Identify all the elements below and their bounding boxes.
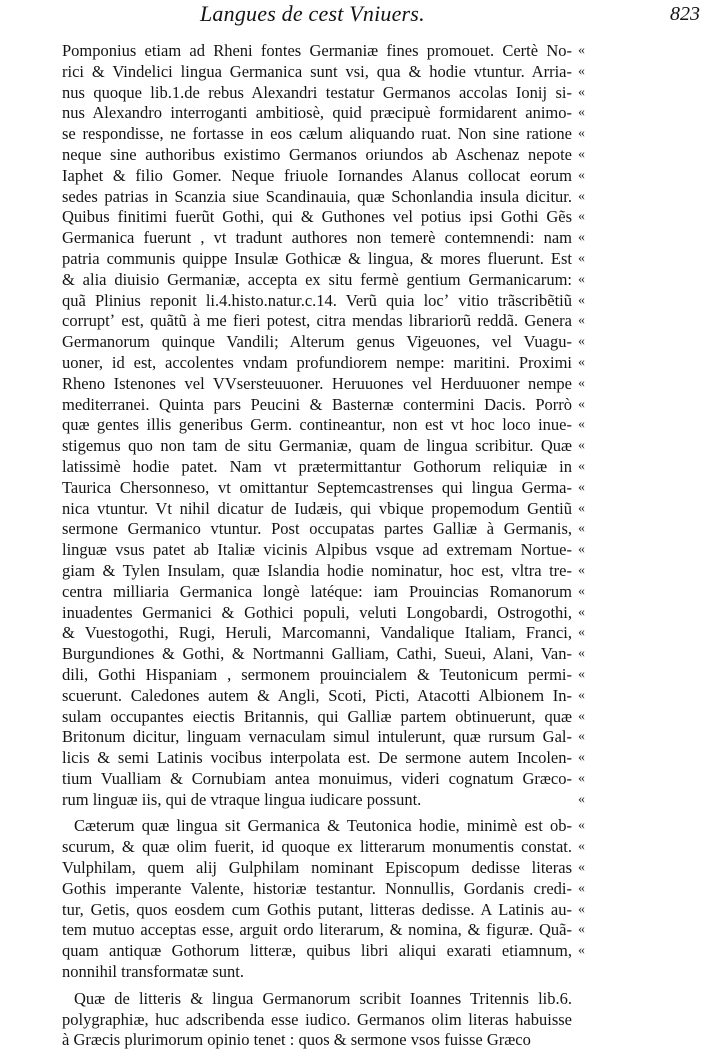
margin-quote-mark: «: [578, 230, 585, 246]
text-line: & Vuestogothi, Rugi, Heruli, Marcomanni, Vandalique Italiam, Franci,: [62, 623, 572, 643]
margin-quote-mark: «: [578, 500, 585, 516]
margin-quote-mark: «: [578, 126, 585, 142]
margin-quote-mark: «: [578, 860, 585, 876]
margin-quote-mark: «: [578, 625, 585, 641]
text-line: tem mutuo acceptas esse, arguit ordo literarum, & nomina, & figuræ. Quã-: [62, 920, 572, 940]
text-line: corruptʼ est, quãtũ à me fieri potest, citra mendas librariorũ reddã. Genera: [62, 311, 572, 331]
text-line: quam antiquæ Gothorum litteræ, quibus libri aliqui exarati etiamnum,: [62, 941, 572, 961]
text-line: Quibus finitimi fuerũt Gothi, qui & Guthones vel potius ipsi Gothi Gẽs: [62, 207, 572, 227]
margin-quote-mark: «: [578, 167, 585, 183]
margin-quote-mark: «: [578, 250, 585, 266]
margin-quote-mark: «: [578, 750, 585, 766]
margin-quote-mark: «: [578, 313, 585, 329]
margin-quote-mark: «: [578, 417, 585, 433]
text-line: inuadentes Germanici & Gothici populi, veluti Longobardi, Ostrogothi,: [62, 602, 572, 622]
page-number: 823: [670, 3, 700, 25]
margin-quote-mark: «: [578, 687, 585, 703]
margin-quote-mark: «: [578, 292, 585, 308]
margin-quote-mark: «: [578, 375, 585, 391]
text-line: nus quoque lib.1.de rebus Alexandri testatur Germanos accolas Ionij si-: [62, 82, 572, 102]
text-line: Germanorum quinque Vandili; Alterum genus Vigeuones, vel Vuagu-: [62, 332, 572, 352]
text-line: quæ gentes illis generibus Germ. contineantur, non est vt hoc loco inue-: [62, 415, 572, 435]
margin-quote-mark: «: [578, 105, 585, 121]
margin-quote-mark: «: [578, 84, 585, 100]
text-line: giam & Tylen Insulam, quæ Islandia hodie nominatur, hoc est, vltra tre-: [62, 560, 572, 580]
text-line: nus Alexandro interroganti ambitiosè, quid præcipuè formidarent animo-: [62, 103, 572, 123]
text-line: Pomponius etiam ad Rheni fontes Germaniæ fines promouet. Certè No-: [62, 41, 572, 60]
margin-quote-mark: «: [578, 646, 585, 662]
text-line: scuerunt. Caledones autem & Angli, Scoti, Picti, Atacotti Albionem In-: [62, 685, 572, 705]
margin-quote-mark: [578, 1010, 598, 1031]
text-line: rum linguæ iis, qui de vtraque lingua iudicare possunt.: [62, 789, 422, 809]
text-line: Vulphilam, quem alij Gulphilam nominant Episcopum dedisse literas: [62, 858, 572, 878]
margin-quote-mark: «: [578, 943, 585, 959]
text-line: quã Plinius reponit li.4.histo.natur.c.14. Verũ quia locʼ vitio trãscribẽtiũ: [62, 290, 572, 310]
margin-quote-mark: «: [578, 542, 585, 558]
margin-quote-mark: «: [578, 354, 585, 370]
text-line: tium Vualliam & Cornubiam antea monuimus, videri cognatum Græco-: [62, 768, 572, 788]
margin-quote-mark: «: [578, 271, 585, 287]
text-line: Gothis imperante Valente, historiæ testantur. Nonnullis, Gordanis credi-: [62, 878, 572, 898]
margin-quote-mark: [578, 989, 598, 1010]
text-line: se respondisse, ne fortasse in eos cælum aliquando ruat. Non sine ratione: [62, 124, 572, 144]
margin-quote-mark: «: [578, 209, 585, 225]
text-line: dili, Gothi Hispaniam , sermonem prouincialem & Teutonicum permi-: [62, 664, 572, 684]
margin-quote-mark: «: [578, 458, 585, 474]
margin-quote-mark: «: [578, 396, 585, 412]
text-line: patria communis quippe Insulæ Gothicæ & lingua, & mores fluerunt. Est: [62, 248, 572, 268]
margin-quote-mark: «: [578, 438, 585, 454]
running-title: Langues de cest Vniuers.: [200, 1, 425, 26]
text-line: & alia diuisio Germaniæ, accepta ex situ fermè gentium Germanicarum:: [62, 269, 572, 289]
text-line: polygraphiæ, huc adscribenda esse iudico. Germanos olim literas habuisse: [62, 1009, 572, 1029]
margin-quote-mark: «: [578, 818, 585, 834]
margin-quote-mark: «: [578, 922, 585, 938]
margin-quote-mark: «: [578, 334, 585, 350]
margin-quote-mark: «: [578, 901, 585, 917]
margin-quote-mark: «: [578, 521, 585, 537]
text-line: Britonum dicitur, linguam vernaculam simul intulerunt, quæ rursum Gal-: [62, 727, 572, 747]
text-line: latissimè hodie patet. Nam vt prætermittantur Gothorum reliquiæ in: [62, 456, 572, 476]
text-line: tur, Getis, quos eosdem cum Gothis putant, litteras dedisse. A Latinis au-: [62, 899, 572, 919]
margin-quote-mark: «: [578, 583, 585, 599]
text-line: Rheno Istenones vel VVsersteuuoner. Heruuones vel Herduuoner nempe: [62, 373, 572, 393]
text-line: scurum, & quæ olim fuerit, id quoque ex litterarum monumentis constat.: [62, 837, 572, 857]
text-line: linguæ vsus patet ab Italiæ vicinis Alpibus vsque ad extremam Nortue-: [62, 540, 572, 560]
text-line: centra milliaria Germanica longè latéque: iam Prouincias Romanorum: [62, 581, 572, 601]
margin-quote-mark: «: [578, 479, 585, 495]
text-line: Germanica fuerunt , vt tradunt authores non temerè contemnendi: nam: [62, 228, 572, 248]
text-line: sermone Germanico vtuntur. Post occupatas partes Galliæ à Germanis,: [62, 519, 572, 539]
margin-quote-mark: «: [578, 562, 585, 578]
margin-quote-mark: [578, 962, 598, 983]
margin-quote-mark: «: [578, 708, 585, 724]
text-line: sulam occupantes eiectis Britannis, qui Galliæ partem obtinuerunt, quæ: [62, 706, 572, 726]
margin-quote-mark: «: [578, 63, 585, 79]
margin-quote-mark: «: [578, 146, 585, 162]
margin-quote-mark: «: [578, 770, 585, 786]
text-line: Iaphet & filio Gomer. Neque friuole Iornandes Alanus collocat eorum: [62, 165, 572, 185]
text-line: Cæterum quæ lingua sit Germanica & Teutonica hodie, minimè est ob-: [74, 816, 572, 836]
margin-quote-mark: «: [578, 839, 585, 855]
text-line: nonnihil transformatæ sunt.: [62, 962, 244, 982]
text-line: à Græcis plurimorum opinio tenet : quos & sermone vsos fuisse Græco: [62, 1030, 531, 1050]
text-line: Burgundiones & Gothi, & Nortmanni Galliam, Cathi, Sueui, Alani, Van-: [62, 644, 572, 664]
margin-quote-mark: «: [578, 604, 585, 620]
body-text: [62, 41, 572, 1051]
text-line: stigemus quo non tam de situ Germaniæ, quam de lingua scribitur. Quæ: [62, 436, 572, 456]
text-line: Quæ de litteris & lingua Germanorum scribit Ioannes Tritennis lib.6.: [74, 988, 572, 1008]
text-line: sedes patrias in Scanzia siue Scandinauia, quæ Schonlandia insula dicitur.: [62, 186, 572, 206]
text-line: licis & semi Latinis vocibus interpolata est. De sermone autem Incolen-: [62, 748, 572, 768]
text-line: uoner, id est, accolentes vndam profundiorem nempe: maritini. Proximi: [62, 352, 572, 372]
text-line: rici & Vindelici lingua Germanica sunt vsi, qua & hodie vtuntur. Arria-: [62, 61, 572, 81]
margin-quote-mark: «: [578, 880, 585, 896]
text-line: Taurica Chersonneso, vt omittantur Septemcastrenses qui lingua Germa-: [62, 477, 572, 497]
text-line: nica vtuntur. Vt nihil dicatur de Iudæis, qui vbique propemodum Gentiũ: [62, 498, 572, 518]
text-line: mediterranei. Quinta pars Peucini & Basternæ contermini Dacis. Porrò: [62, 394, 572, 414]
text-line: neque sine authoribus existimo Germanos oriundos ab Aschenaz nepote: [62, 144, 572, 164]
margin-quote-mark: «: [578, 188, 585, 204]
margin-quote-mark: [578, 1030, 598, 1051]
margin-quote-marks: [578, 41, 598, 1051]
margin-quote-mark: «: [578, 666, 585, 682]
margin-quote-mark: «: [578, 791, 585, 807]
margin-quote-mark: «: [578, 43, 585, 58]
margin-quote-mark: «: [578, 729, 585, 745]
